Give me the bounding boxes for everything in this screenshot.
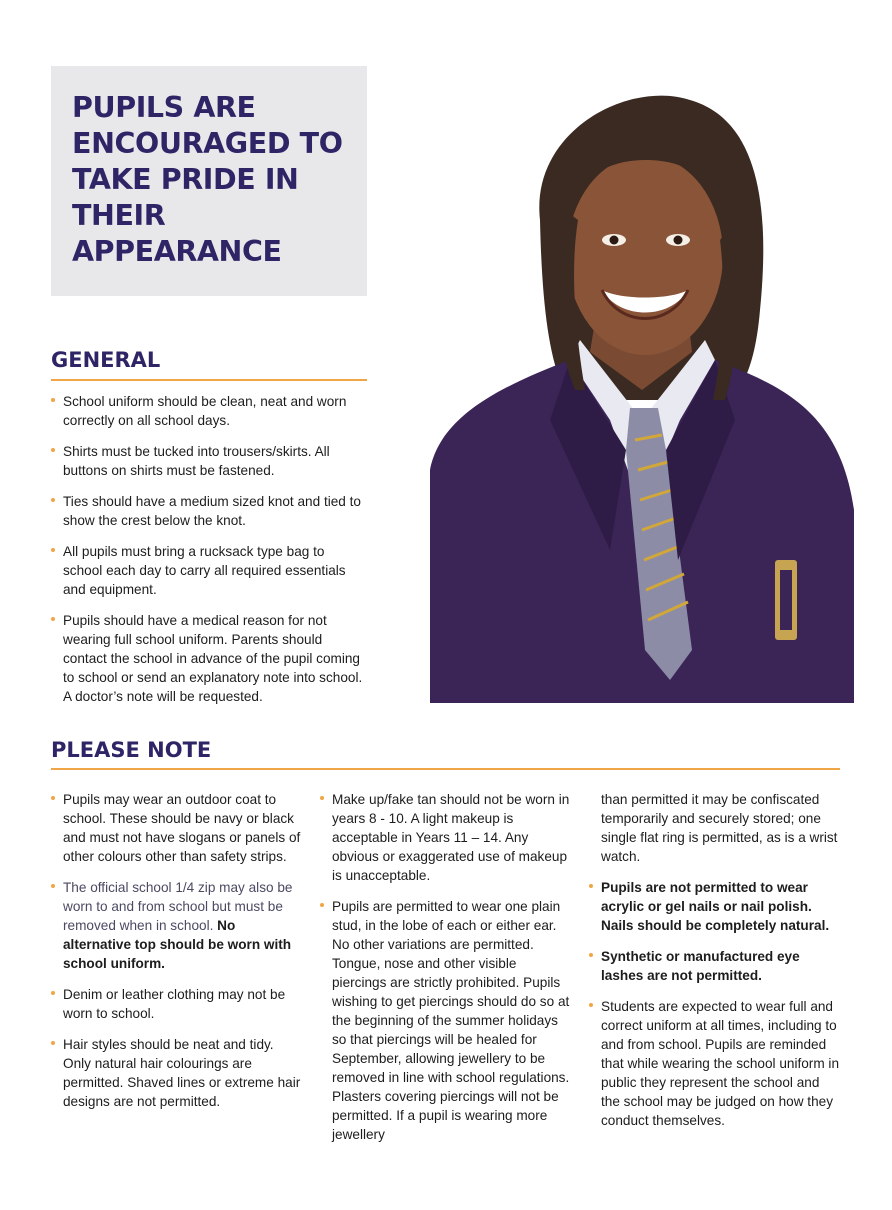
section-title-general: GENERAL [51,348,161,372]
list-item: Ties should have a medium sized knot and tied to show the crest below the knot. [51,492,367,530]
list-item-continuation: than permitted it may be confiscated temporarily and securely stored; one single flat ring is permitted, as is a wrist watch. [601,792,838,864]
list-item-text: The official school 1/4 zip may also be worn to and from school but must be removed when in school. [63,880,293,933]
list-item: Students are expected to wear full and correct uniform at all times, including to and from school. Pupils are reminded that while wearing the school uniform in public they represent the school and the school may be judged on how they conduct themselves. [589,997,841,1130]
list-item: Pupils may wear an outdoor coat to school. These should be navy or black and must not have slogans or panels of other colours other than safety strips. [51,790,301,866]
list-item: All pupils must bring a rucksack type bag to school each day to carry all required essentials and equipment. [51,542,367,599]
list-item: Pupils should have a medical reason for not wearing full school uniform. Parents should contact the school in advance of the pupil coming to school or send an explanatory note into school. A doctor’s note will be requested. [51,611,367,706]
list-item [51,878,301,973]
list-item: Pupils are not permitted to wear acrylic or gel nails or nail polish. Nails should be completely natural. [589,878,841,935]
list-item: School uniform should be clean, neat and worn correctly on all school days. [51,392,367,430]
general-divider [51,379,367,381]
note-column-2 [320,790,570,1156]
note-column-1 [51,790,301,1123]
pupil-illustration [430,90,854,703]
list-item: Make up/fake tan should not be worn in years 8 - 10. A light makeup is acceptable in Years 11 – 14. Any obvious or exaggerated use of makeup is unacceptable. [320,790,570,885]
please-note-divider [51,768,840,770]
section-title-please-note: PLEASE NOTE [51,738,212,762]
pupil-photo [430,90,854,703]
page-title: PUPILS ARE ENCOURAGED TO TAKE PRIDE IN THEIR APPEARANCE [72,91,343,268]
list-item: Pupils are permitted to wear one plain stud, in the lobe of each or either ear. No other variations are permitted. Tongue, nose and other visible piercings are strictly prohibited. Pupils wishing to get piercings should do so at the beginning of the summer holidays so that piercings will be healed for September, allowing jewellery to be removed in line with school regulations. Plasters covering piercings will not be permitted. If a pupil is wearing more jewellery [320,897,570,1144]
list-item-emphasis: No alternative top should be worn with school uniform. [63,918,292,971]
list-item: Synthetic or manufactured eye lashes are not permitted. [589,947,841,985]
note-column-3 [589,790,841,1142]
list-item: Shirts must be tucked into trousers/skirts. All buttons on shirts must be fastened. [51,442,367,480]
list-item: Denim or leather clothing may not be worn to school. [51,985,301,1023]
list-item: Hair styles should be neat and tidy. Only natural hair colourings are permitted. Shaved lines or extreme hair designs are not permitted. [51,1035,301,1111]
hero-box [51,66,367,296]
general-list [51,392,367,718]
